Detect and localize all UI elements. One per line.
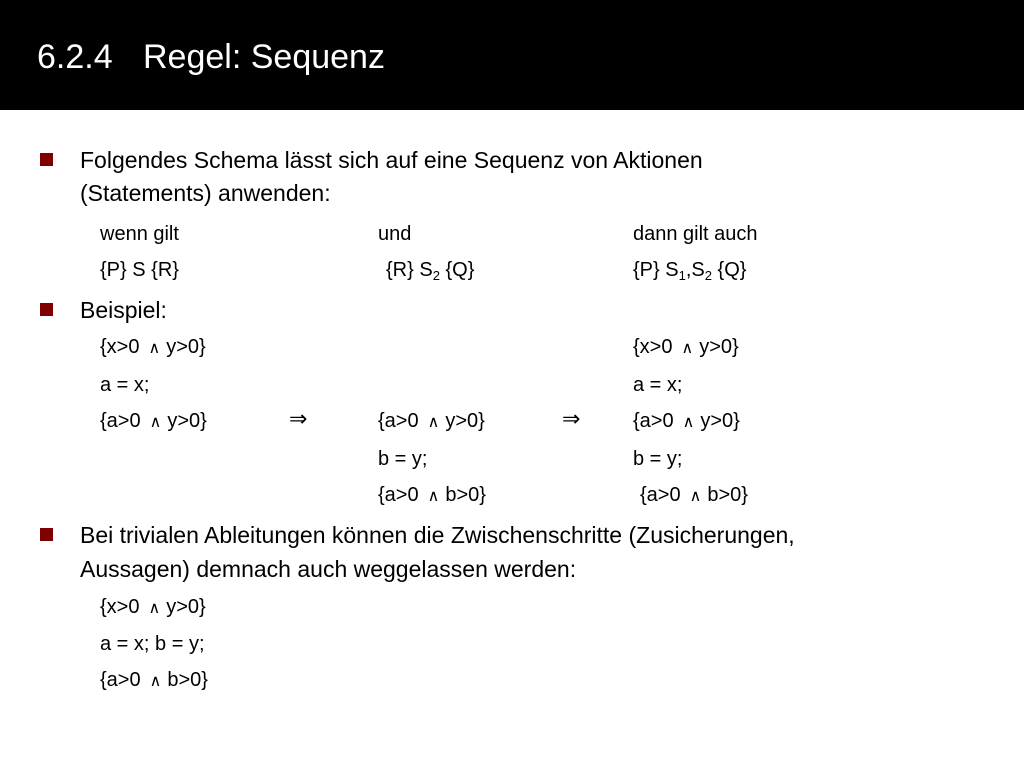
schema-text-line1: Folgendes Schema lässt sich auf eine Sequenz von Aktionen (80, 147, 703, 173)
bullet-square-icon (40, 303, 53, 316)
expr-part: y>0} (700, 410, 740, 432)
schema-col3-head: dann gilt auch (633, 223, 758, 245)
example-r3c2 (378, 408, 485, 436)
schema-col1-formula: {P} S {R} (100, 259, 179, 281)
expr-part: b>0} (167, 669, 208, 691)
formula-subscript: 2 (432, 268, 440, 283)
slide-title (37, 35, 385, 79)
and-symbol: ∧ (148, 600, 161, 617)
expr-part: y>0} (167, 410, 207, 432)
schema-col2-formula (386, 257, 474, 283)
bullet-square-icon (40, 153, 53, 166)
expr-part: {x>0 (100, 336, 140, 358)
example-r1c1 (100, 334, 206, 362)
formula-part: ,S (685, 259, 705, 281)
title-text: Regel: Sequenz (143, 38, 385, 76)
beispiel-label: Beispiel: (80, 297, 167, 323)
and-symbol: ∧ (427, 488, 440, 505)
expr-part: y>0} (166, 336, 206, 358)
trivial-text-line2: Aussagen) demnach auch weggelassen werden: (80, 556, 577, 582)
and-symbol: ∧ (149, 673, 162, 690)
schema-col3-formula (633, 257, 746, 283)
example-r3c1 (100, 408, 207, 436)
expr-part: y>0} (699, 336, 739, 358)
trivial-line3 (100, 667, 208, 695)
expr-part: b>0} (445, 484, 486, 506)
schema-col2-head: und (378, 223, 412, 245)
expr-part: {x>0 (100, 596, 140, 618)
expr-part: {a>0 (100, 410, 141, 432)
example-r5c2 (378, 482, 486, 510)
expr-part: y>0} (445, 410, 485, 432)
example-r2c1: a = x; (100, 374, 150, 396)
formula-subscript: 1 (678, 268, 686, 283)
implies-arrow-icon: ⇒ (562, 406, 581, 431)
formula-part: {Q} (439, 259, 475, 281)
expr-part: {a>0 (378, 484, 419, 506)
title-bar (0, 0, 1024, 110)
formula-part: {P} S (633, 259, 679, 281)
trivial-line1 (100, 594, 206, 622)
example-r2c3: a = x; (633, 374, 683, 396)
schema-text-line2: (Statements) anwenden: (80, 180, 331, 206)
example-r1c3 (633, 334, 739, 362)
and-symbol: ∧ (148, 340, 161, 357)
and-symbol: ∧ (689, 488, 702, 505)
example-r3c3 (633, 408, 740, 436)
example-r4c2: b = y; (378, 448, 428, 470)
formula-part: {Q} (711, 259, 747, 281)
expr-part: {x>0 (633, 336, 673, 358)
and-symbol: ∧ (427, 414, 440, 431)
expr-part: {a>0 (100, 669, 141, 691)
example-r5c3 (640, 482, 748, 510)
expr-part: b>0} (707, 484, 748, 506)
trivial-line2: a = x; b = y; (100, 633, 205, 655)
and-symbol: ∧ (149, 414, 162, 431)
section-number: 6.2.4 (37, 38, 113, 76)
example-r4c3: b = y; (633, 448, 683, 470)
expr-part: {a>0 (633, 410, 674, 432)
trivial-text-line1: Bei trivialen Ableitungen können die Zwischenschritte (Zusicherungen, (80, 522, 795, 548)
expr-part: {a>0 (378, 410, 419, 432)
schema-col1-head: wenn gilt (100, 223, 179, 245)
and-symbol: ∧ (682, 414, 695, 431)
bullet-square-icon (40, 528, 53, 541)
formula-subscript: 2 (704, 268, 712, 283)
and-symbol: ∧ (681, 340, 694, 357)
expr-part: {a>0 (640, 484, 681, 506)
implies-arrow-icon: ⇒ (289, 406, 308, 431)
expr-part: y>0} (166, 596, 206, 618)
formula-part: {R} S (386, 259, 433, 281)
